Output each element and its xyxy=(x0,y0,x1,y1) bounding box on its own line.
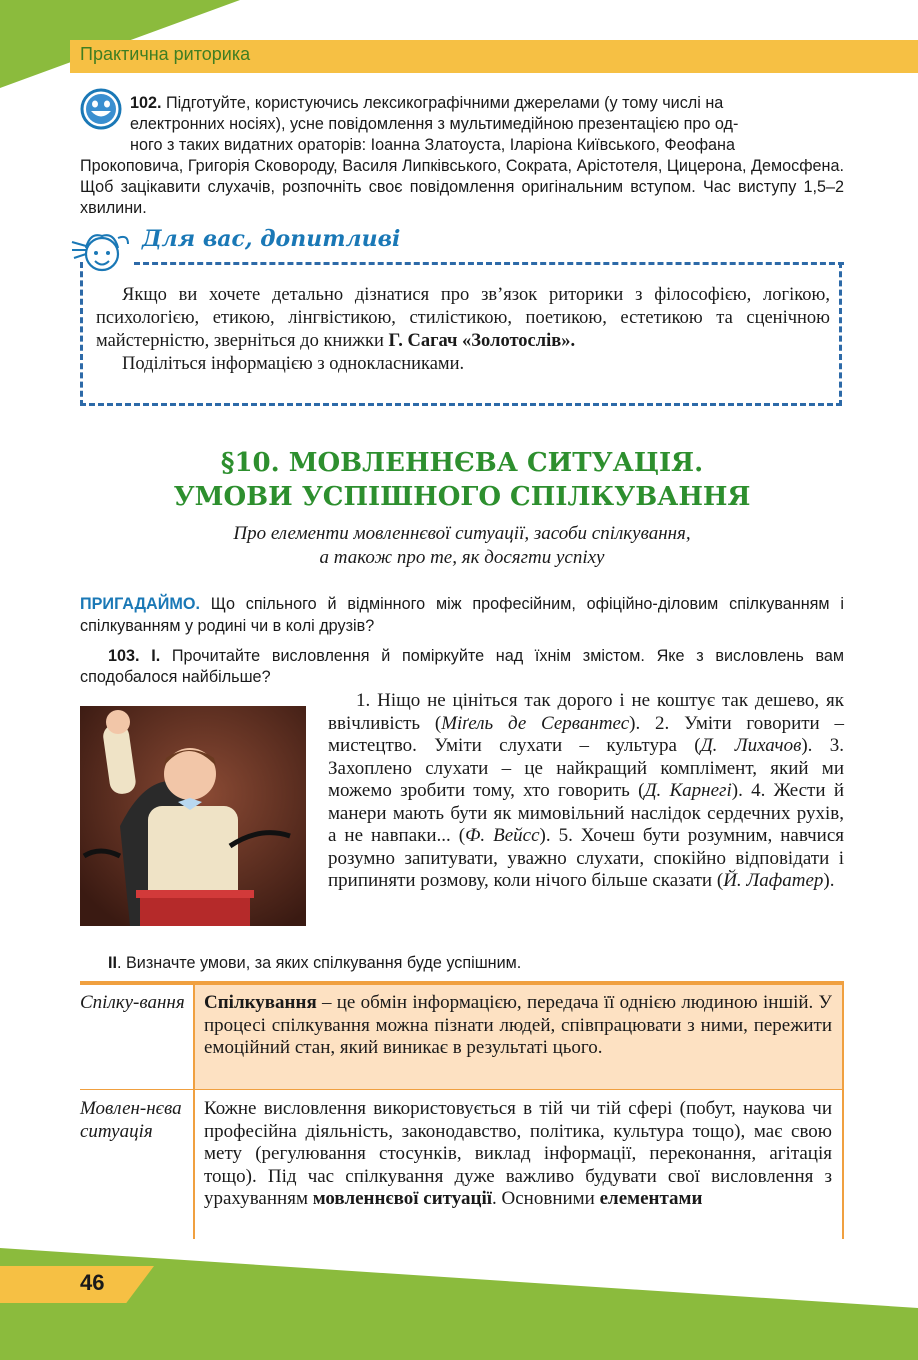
table-row-label: Мовлен-нєва ситуація xyxy=(80,1098,182,1142)
table-definition-cell xyxy=(204,992,832,1060)
exercise-text: Прокоповича, Григорія Сковороду, Василя Липківського, Сократа, Арістотеля, Цицерона, Демосфена. Щоб зацікавити слухачів, розпочніть своє повідомлення оригінальним вступом. Час виступу 1,5–2 хвилини. xyxy=(80,157,844,217)
quote-text: ). 2. Уміти говорити – мистецтво. Уміти слухати – культура ( xyxy=(328,712,845,756)
page-number: 46 xyxy=(80,1270,105,1295)
quote-text: ). 4. Жести й манери мають бути як мимовільний наслідок сердечних рухів, а не навпаки... ( xyxy=(328,780,844,846)
exercise-102 xyxy=(80,93,844,219)
recall-prompt xyxy=(80,593,844,637)
quote-author: Й. Лафатер xyxy=(723,870,824,891)
exercise-text: Прочитайте висловлення й поміркуйте над їхнім змістом. Яке з висловлень вам сподобалося найбільше? xyxy=(80,647,844,686)
exercise-103-part2 xyxy=(108,954,521,973)
curious-paragraph: Якщо ви хочете детально дізнатися про зв’язок риторики з філософією, логікою, психологією, етикою, лінгвістикою, стилістикою, поетикою, естетикою та сценічною майстерністю, зверніться до книжки xyxy=(96,285,830,351)
quote-text: ). 5. Хочеш бути розумним, навчися розумно запитувати, уважно слухати, спокійно відповідати і припиняти розмову, коли нічого більше сказати ( xyxy=(328,825,844,891)
curious-section-title: Для вас, допитливі xyxy=(142,226,401,252)
section-title-line: УМОВИ УСПІШНОГО СПІЛКУВАННЯ xyxy=(173,482,751,512)
recall-keyword: ПРИГАДАЙМО. xyxy=(80,595,200,613)
part-text: . Визначте умови, за яких спілкування буде успішним. xyxy=(117,954,522,972)
exercise-text: ного з таких видатних ораторів: Іоанна Златоуста, Іларіона Київського, Феофана xyxy=(130,136,735,154)
term: елементами xyxy=(599,1188,703,1209)
table-definition-cell xyxy=(204,1098,832,1211)
exercise-103 xyxy=(80,646,844,688)
definition-text: – це обмін інформацією, передача її однією людиною іншій. У процесі спілкування можна пізнати людей, співпрацювати з ними, пережити емоційний стан, який виникає в результаті цього. xyxy=(204,992,832,1058)
definition-text: . Основними xyxy=(492,1188,600,1209)
table-row-label: Спілку-вання xyxy=(80,992,185,1013)
book-reference: Г. Сагач «Золотослів». xyxy=(388,331,576,351)
curious-paragraph: Поділіться інформацією з однокласниками. xyxy=(122,354,465,374)
quote-text: 1. Ніщо не цініться так дорого і не коштує так дешево, як ввічливість ( xyxy=(328,690,844,734)
recall-text: Що спільного й відмінного між професійним, офіційно-діловим спілкуванням і спілкуванням у родині чи в колі друзів? xyxy=(80,595,844,635)
quote-author: Д. Карнегі xyxy=(644,780,732,801)
quote-author: Ф. Вейсс xyxy=(465,825,540,846)
exercise-text: Підготуйте, користуючись лексикографічними джерелами (у тому числі на xyxy=(166,94,724,112)
term: мовленнєвої ситуації xyxy=(312,1188,493,1209)
table-row-divider xyxy=(80,1089,844,1090)
term: Спілкування xyxy=(204,992,317,1013)
exercise-number: 103. І. xyxy=(108,647,161,665)
section-title xyxy=(80,446,844,514)
quotes-paragraph xyxy=(328,690,844,893)
table-right-border xyxy=(842,985,844,1239)
quote-text: ). xyxy=(823,870,835,891)
running-header-title: Практична риторика xyxy=(80,44,251,64)
quote-author: Д. Лихачов xyxy=(700,735,802,756)
exercise-text: електронних носіях), усне повідомлення з мультимедійною презентацією про од- xyxy=(130,115,739,133)
table-column-divider xyxy=(193,985,195,1239)
exercise-number: 102. xyxy=(130,94,162,112)
boy-photo-image xyxy=(80,706,306,926)
curious-text xyxy=(96,284,830,376)
quote-text: ). 3. Захоплено слухати – це найкращий комплімент, який ми можемо зробити тому, хто говорить ( xyxy=(328,735,844,801)
part-number: ІІ xyxy=(108,954,117,972)
section-subtitle-line: Про елементи мовленнєвої ситуації, засоби спілкування, xyxy=(233,523,691,544)
section-title-line: §10. МОВЛЕННЄВА СИТУАЦІЯ. xyxy=(220,448,704,478)
definition-text: Кожне висловлення використовується в тій чи тій сфері (побут, наукова чи професійна діяльність, законодавство, політика, культура тощо), має свою мету (регулювання стосунків, виклад інформації, переконання, агітація тощо). Під час спілкування дуже важливо будувати свої висловлення з урахуванням xyxy=(204,1098,832,1209)
section-subtitle xyxy=(80,522,844,570)
quote-author: Міґель де Сервантес xyxy=(441,712,630,734)
section-subtitle-line: а також про те, як досягти успіху xyxy=(319,547,605,568)
